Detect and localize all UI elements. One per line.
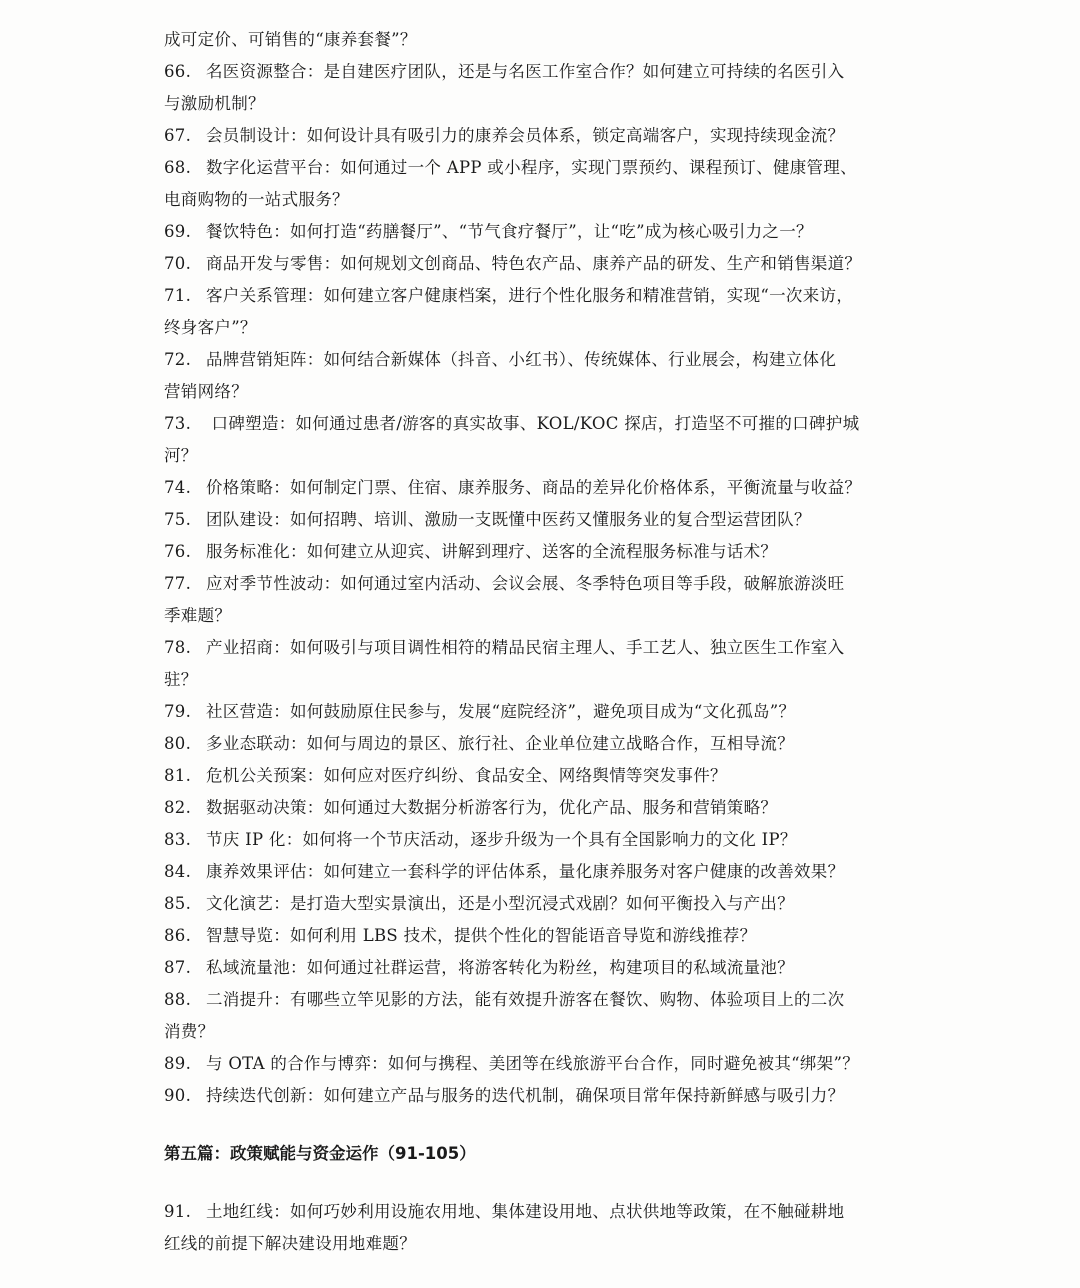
- question-line-continuation: [164, 88, 924, 120]
- question-line: [164, 1196, 924, 1228]
- question-number: 90.: [164, 1086, 192, 1105]
- question-number: 75.: [164, 510, 192, 529]
- question-item: [164, 472, 924, 504]
- question-text: 名医资源整合：是自建医疗团队，还是与名医工作室合作？如何建立可持续的名医引入: [206, 62, 845, 81]
- question-item: [164, 824, 924, 856]
- question-line-continuation: [164, 1016, 924, 1048]
- question-text: 产业招商：如何吸引与项目调性相符的精品民宿主理人、手工艺人、独立医生工作室入: [206, 638, 845, 657]
- question-text: 多业态联动：如何与周边的景区、旅行社、企业单位建立战略合作，互相导流？: [206, 734, 794, 753]
- question-text: 成可定价、可销售的“康养套餐”？: [164, 30, 417, 49]
- question-text: 价格策略：如何制定门票、住宿、康养服务、商品的差异化价格体系，平衡流量与收益？: [206, 478, 862, 497]
- question-item: [164, 1196, 924, 1260]
- question-text: 会员制设计：如何设计具有吸引力的康养会员体系，锁定高端客户，实现持续现金流？: [206, 126, 845, 145]
- question-number: 81.: [164, 766, 192, 785]
- question-line: [164, 568, 924, 600]
- question-item: [164, 536, 924, 568]
- section-title: 第五篇：政策赋能与资金运作（91-105）: [164, 1144, 476, 1163]
- question-item: [164, 216, 924, 248]
- question-line: [164, 472, 924, 504]
- question-number: 76.: [164, 542, 192, 561]
- question-item: [164, 280, 924, 344]
- question-item: [164, 120, 924, 152]
- question-item: [164, 24, 924, 56]
- question-number: 83.: [164, 830, 192, 849]
- question-text: 与激励机制？: [164, 94, 265, 113]
- question-text: 社区营造：如何鼓励原住民参与，发展“庭院经济”，避免项目成为“文化孤岛”？: [206, 702, 796, 721]
- question-text: 驻？: [164, 670, 198, 689]
- question-item: [164, 920, 924, 952]
- question-line: [164, 536, 924, 568]
- question-number: 67.: [164, 126, 192, 145]
- question-number: 84.: [164, 862, 192, 881]
- question-number: 71.: [164, 286, 192, 305]
- document-body: [164, 24, 924, 1260]
- question-item: [164, 856, 924, 888]
- question-text: 季难题？: [164, 606, 232, 625]
- question-list: [164, 24, 924, 1112]
- question-item: [164, 504, 924, 536]
- question-number: 68.: [164, 158, 192, 177]
- question-line: [164, 760, 924, 792]
- question-item: [164, 952, 924, 984]
- question-line: [164, 344, 924, 376]
- question-line: [164, 856, 924, 888]
- question-number: 89.: [164, 1054, 192, 1073]
- question-number: 85.: [164, 894, 192, 913]
- question-text: 商品开发与零售：如何规划文创商品、特色农产品、康养产品的研发、生产和销售渠道？: [206, 254, 862, 273]
- question-line: [164, 984, 924, 1016]
- question-text: 二消提升：有哪些立竿见影的方法，能有效提升游客在餐饮、购物、体验项目上的二次: [206, 990, 845, 1009]
- question-number: 78.: [164, 638, 192, 657]
- question-item: [164, 792, 924, 824]
- question-item: [164, 56, 924, 120]
- question-text: 数字化运营平台：如何通过一个 APP 或小程序，实现门票预约、课程预订、健康管理、: [206, 158, 857, 177]
- question-number: 69.: [164, 222, 192, 241]
- question-line-continuation: [164, 440, 924, 472]
- question-item: [164, 1080, 924, 1112]
- question-line: [164, 728, 924, 760]
- question-text: 终身客户”？: [164, 318, 257, 337]
- question-text: 土地红线：如何巧妙利用设施农用地、集体建设用地、点状供地等政策，在不触碰耕地: [206, 1202, 845, 1221]
- question-text: 营销网络？: [164, 382, 248, 401]
- question-line: [164, 696, 924, 728]
- question-line: [164, 152, 924, 184]
- question-text: 红线的前提下解决建设用地难题？: [164, 1234, 416, 1253]
- question-text: 危机公关预案：如何应对医疗纠纷、食品安全、网络舆情等突发事件？: [206, 766, 727, 785]
- question-item: [164, 1048, 924, 1080]
- question-text: 服务标准化：如何建立从迎宾、讲解到理疗、送客的全流程服务标准与话术？: [206, 542, 778, 561]
- question-line: [164, 888, 924, 920]
- question-line: [164, 280, 924, 312]
- question-number: 87.: [164, 958, 192, 977]
- question-number: 77.: [164, 574, 192, 593]
- question-text: 数据驱动决策：如何通过大数据分析游客行为，优化产品、服务和营销策略？: [206, 798, 778, 817]
- question-line: [164, 248, 924, 280]
- question-item: [164, 152, 924, 216]
- question-line: [164, 408, 924, 440]
- question-text: 消费？: [164, 1022, 215, 1041]
- question-line: [164, 920, 924, 952]
- question-number: 82.: [164, 798, 192, 817]
- question-item: [164, 728, 924, 760]
- question-line: [164, 792, 924, 824]
- question-item: [164, 248, 924, 280]
- question-line: [164, 824, 924, 856]
- question-line: [164, 216, 924, 248]
- question-number: 86.: [164, 926, 192, 945]
- question-number: 79.: [164, 702, 192, 721]
- question-item: [164, 760, 924, 792]
- question-line: [164, 56, 924, 88]
- question-line: [164, 1048, 924, 1080]
- question-text: 康养效果评估：如何建立一套科学的评估体系，量化康养服务对客户健康的改善效果？: [206, 862, 845, 881]
- question-text: 客户关系管理：如何建立客户健康档案，进行个性化服务和精准营销，实现“一次来访，: [206, 286, 854, 305]
- question-line: [164, 504, 924, 536]
- question-item: [164, 568, 924, 632]
- question-text: 应对季节性波动：如何通过室内活动、会议会展、冬季特色项目等手段，破解旅游淡旺: [206, 574, 845, 593]
- question-line: [164, 1080, 924, 1112]
- question-item: [164, 408, 924, 472]
- question-text: 口碑塑造：如何通过患者/游客的真实故事、KOL/KOC 探店，打造坚不可摧的口碑护城: [206, 414, 860, 433]
- question-number: 80.: [164, 734, 192, 753]
- question-line: [164, 120, 924, 152]
- question-line-continuation: [164, 1228, 924, 1260]
- question-text: 持续迭代创新：如何建立产品与服务的迭代机制，确保项目常年保持新鲜感与吸引力？: [206, 1086, 845, 1105]
- question-number: 74.: [164, 478, 192, 497]
- question-line: [164, 24, 924, 56]
- question-line-continuation: [164, 664, 924, 696]
- question-line-continuation: [164, 600, 924, 632]
- question-number: 72.: [164, 350, 192, 369]
- question-text: 团队建设：如何招聘、培训、激励一支既懂中医药又懂服务业的复合型运营团队？: [206, 510, 811, 529]
- question-item: [164, 984, 924, 1048]
- question-text: 文化演艺：是打造大型实景演出，还是小型沉浸式戏剧？如何平衡投入与产出？: [206, 894, 794, 913]
- question-number: 91.: [164, 1202, 192, 1221]
- question-item: [164, 888, 924, 920]
- question-number: 73.: [164, 414, 192, 433]
- question-text: 河？: [164, 446, 198, 465]
- question-text: 电商购物的一站式服务？: [164, 190, 349, 209]
- question-text: 私域流量池：如何通过社群运营，将游客转化为粉丝，构建项目的私域流量池？: [206, 958, 794, 977]
- question-item: [164, 696, 924, 728]
- question-text: 品牌营销矩阵：如何结合新媒体（抖音、小红书）、传统媒体、行业展会，构建立体化: [206, 350, 837, 369]
- question-line: [164, 632, 924, 664]
- question-text: 与 OTA 的合作与博弈：如何与携程、美团等在线旅游平台合作，同时避免被其“绑架”？: [206, 1054, 860, 1073]
- question-number: 88.: [164, 990, 192, 1009]
- question-line-continuation: [164, 312, 924, 344]
- question-line: [164, 952, 924, 984]
- question-number: 70.: [164, 254, 192, 273]
- question-item: [164, 344, 924, 408]
- question-line-continuation: [164, 184, 924, 216]
- section-question-list: [164, 1196, 924, 1260]
- question-number: 66.: [164, 62, 192, 81]
- question-text: 节庆 IP 化：如何将一个节庆活动，逐步升级为一个具有全国影响力的文化 IP？: [206, 830, 797, 849]
- question-text: 智慧导览：如何利用 LBS 技术，提供个性化的智能语音导览和游线推荐？: [206, 926, 757, 945]
- question-item: [164, 632, 924, 696]
- question-line-continuation: [164, 376, 924, 408]
- question-text: 餐饮特色：如何打造“药膳餐厅”、“节气食疗餐厅”，让“吃”成为核心吸引力之一？: [206, 222, 813, 241]
